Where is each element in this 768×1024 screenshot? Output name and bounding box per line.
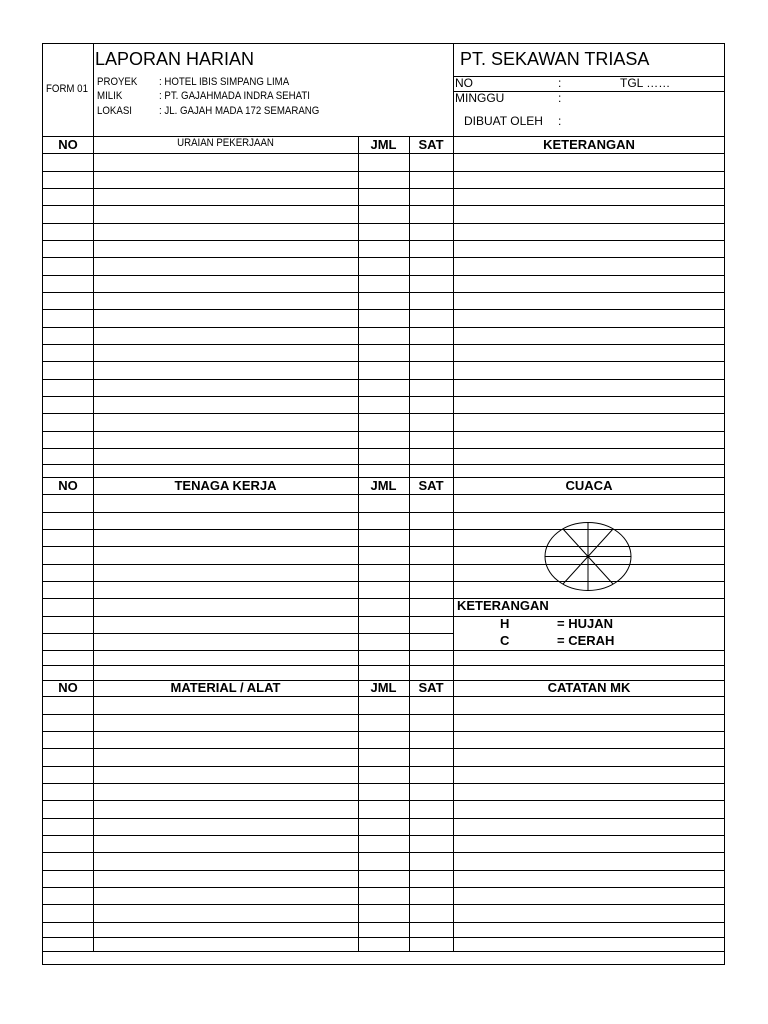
section3-material-header: MATERIAL / ALAT <box>170 680 281 695</box>
section3-mk-notes-header: CATATAN MK <box>547 680 631 695</box>
section1-description-header: URAIAN PEKERJAAN <box>177 137 274 149</box>
row-line <box>43 696 725 697</box>
created-by-label: DIBUAT OLEH <box>464 114 543 128</box>
section2-quantity-header: JML <box>370 478 397 493</box>
row-line <box>43 292 725 293</box>
number-colon: : <box>558 76 562 90</box>
row-line <box>43 327 725 328</box>
location-value: : JL. GAJAH MADA 172 SEMARANG <box>159 105 320 117</box>
row-line <box>43 240 725 241</box>
row-line <box>43 275 725 276</box>
legend-meaning-sunny: = CERAH <box>557 633 615 648</box>
row-line <box>43 598 725 599</box>
section2-weather-header: CUACA <box>565 478 613 493</box>
row-line <box>453 650 725 651</box>
form-code: FORM 01 <box>46 83 88 95</box>
section1-notes-header: KETERANGAN <box>543 137 635 152</box>
row-line <box>43 937 725 938</box>
row-line <box>43 714 725 715</box>
row-line <box>43 665 453 666</box>
row-line <box>43 800 725 801</box>
row-line <box>43 835 725 836</box>
row-line <box>43 257 725 258</box>
weather-wheel-icon <box>543 520 633 593</box>
row-line <box>43 951 725 952</box>
column-line <box>453 44 454 136</box>
section3-quantity-header: JML <box>370 680 397 695</box>
week-colon: : <box>558 91 562 105</box>
row-line <box>43 512 725 513</box>
row-line <box>43 379 725 380</box>
row-line <box>43 818 725 819</box>
created-by-colon: : <box>558 114 562 128</box>
company-name: PT. SEKAWAN TRIASA <box>460 49 650 69</box>
column-line <box>453 136 454 951</box>
column-line <box>93 136 94 951</box>
legend-code-rain: H <box>500 616 510 631</box>
row-line <box>43 309 725 310</box>
row-line <box>43 616 453 617</box>
row-line <box>43 188 725 189</box>
section1-quantity-header: JML <box>370 137 397 152</box>
row-line <box>43 413 725 414</box>
section2-unit-header: SAT <box>418 478 444 493</box>
row-line <box>43 464 725 465</box>
row-line <box>43 852 725 853</box>
row-line <box>43 731 725 732</box>
row-line <box>43 205 725 206</box>
row-line <box>43 748 725 749</box>
row-line <box>43 361 725 362</box>
row-line <box>43 904 725 905</box>
row-line <box>43 153 725 154</box>
number-label: NO <box>455 76 473 90</box>
row-line <box>43 344 725 345</box>
owner-value: : PT. GAJAHMADA INDRA SEHATI <box>159 90 310 102</box>
section2-no-header: NO <box>58 478 78 493</box>
row-line <box>43 396 725 397</box>
row-line <box>43 650 453 651</box>
project-value: : HOTEL IBIS SIMPANG LIMA <box>159 76 290 88</box>
section2-labor-header: TENAGA KERJA <box>174 478 277 493</box>
column-line <box>358 136 359 951</box>
row-line <box>43 870 725 871</box>
project-label: PROYEK <box>97 76 138 88</box>
legend-code-sunny: C <box>500 633 510 648</box>
row-line <box>43 431 725 432</box>
row-line <box>43 766 725 767</box>
row-line <box>43 783 725 784</box>
row-line <box>43 223 725 224</box>
divider <box>453 76 725 77</box>
row-line <box>43 922 725 923</box>
location-label: LOKASI <box>97 105 132 117</box>
row-line <box>453 665 725 666</box>
column-line <box>409 136 410 951</box>
section1-unit-header: SAT <box>418 137 444 152</box>
section3-unit-header: SAT <box>418 680 444 695</box>
date-label: TGL …… <box>620 76 671 90</box>
section1-no-header: NO <box>58 137 78 152</box>
column-line <box>93 44 94 136</box>
row-line <box>43 171 725 172</box>
weather-legend-title: KETERANGAN <box>457 598 549 613</box>
row-line <box>43 887 725 888</box>
week-label: MINGGU <box>455 91 505 105</box>
row-line <box>43 494 725 495</box>
daily-report-form <box>42 43 725 965</box>
report-title: LAPORAN HARIAN <box>95 49 255 69</box>
legend-meaning-rain: = HUJAN <box>557 616 613 631</box>
section3-no-header: NO <box>58 680 78 695</box>
row-line <box>43 448 725 449</box>
row-line <box>43 633 453 634</box>
owner-label: MILIK <box>97 90 123 102</box>
